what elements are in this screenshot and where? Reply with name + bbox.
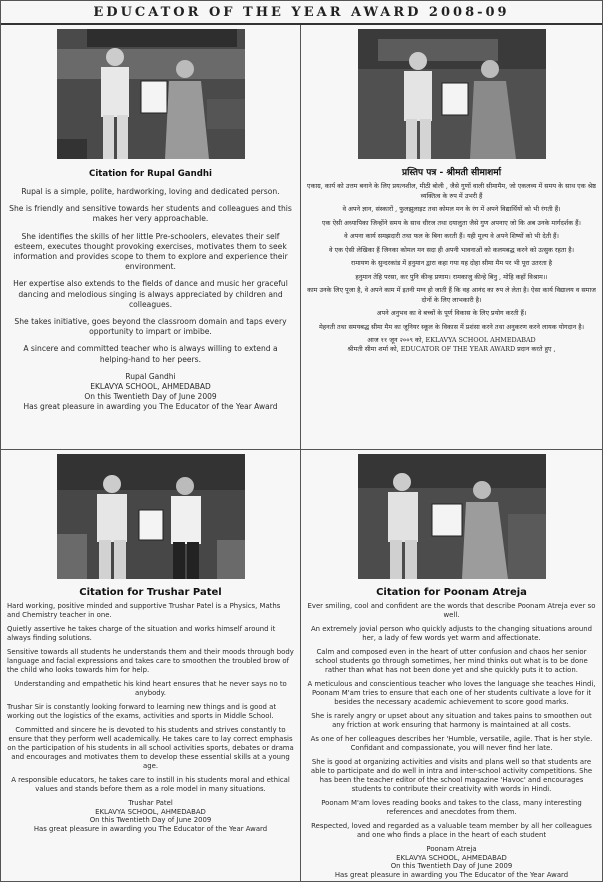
citation-title: प्रस्तिप पत्र - श्रीमती सीमाशर्मा — [401, 168, 502, 178]
citation-paragraph: Calm and composed even in the heart of utter confusion and chaos her senior school students go through sometimes, her mind thinks out what is to be done rather than what has not been done yet and she quickly puts it to action. — [315, 648, 588, 674]
award-photo-trushar — [57, 454, 245, 579]
signature-line: Has great pleasure in awarding you The Educator of the Year Award — [334, 870, 569, 879]
citation-paragraph: काम उनके लिए पूजा है, वे अपने काम में इतनी मग्न हो जाती हैं कि वह आनंद का रुप ले लेता है। ऐसा कार्य विद्यालय व समाज दोनों के लिए लाभकारी है। — [307, 286, 596, 304]
signature-line: On this Twentieth Day of June 2009 — [89, 816, 212, 825]
banner-title: EDUCATOR OF THE YEAR AWARD 2008-09 — [1, 1, 602, 25]
citation-paragraph: Trushar Sir is constantly looking forward to learning new things and is good at working out the logistics of the exams, activities and sports in Middle School. — [7, 703, 277, 720]
citation-paragraph: A responsible educators, he takes care to instill in his students moral and ethical values and stands before them as a role model in many situations. — [11, 776, 290, 793]
signature-line: On this Twentieth Day of June 2009 — [390, 862, 513, 871]
citation-title: Citation for Poonam Atreja — [376, 587, 527, 598]
citation-paragraph: An extremely jovial person who quickly adjusts to the changing situations around her, a lady of few words yet warm and affectionate. — [310, 625, 593, 642]
citation-paragraph: Respected, loved and regarded as a valuable team member by all her colleagues and one who finds a place in the heart of each student — [311, 822, 592, 839]
citation-poonam-atreja — [301, 450, 602, 881]
citation-paragraph: Sensitive towards all students he understands them and their moods through body language and facial expressions and takes care to smoothen the troubled brow of the child who looks towards him for help. — [7, 648, 294, 674]
citation-paragraph: As one of her colleagues describes her 'Humble, versatile, agile. That is her style. Confidant and compassionate, you will never find her late. — [310, 735, 593, 752]
signature-line: Has great pleasure in awarding you The Educator of the Year Award — [23, 401, 278, 411]
signature-line: Rupal Gandhi — [125, 371, 176, 381]
citation-paragraph: वे अपना कार्य समझदारी तथा फल के बिना करती हैं। यही मूल्य वे अपने शिष्यों को भी देती हैं। — [344, 232, 559, 240]
citation-signature — [307, 845, 596, 879]
citation-seema-sharma — [301, 25, 602, 450]
signature-line: Has great pleasure in awarding you The Educator of the Year Award — [33, 824, 268, 833]
citation-paragraph: अपने अनुभव का वे बच्चों के पूर्ण विकास के लिए प्रयोग करती हैं। — [376, 309, 527, 317]
award-photo-poonam — [358, 454, 546, 579]
citation-paragraph: Ever smiling, cool and confident are the words that describe Poonam Atreja ever so well. — [307, 602, 596, 619]
citation-signature — [307, 336, 596, 354]
signature-line: EKLAVYA SCHOOL, AHMEDABAD — [95, 807, 206, 816]
citation-paragraph: रामायण के सुन्दरकांड में हनुमान द्वारा कहा गया यह दोहा सीमा मैम पर भी पूरा उतरता है — [350, 259, 553, 267]
citation-paragraph: Committed and sincere he is devoted to his students and strives constantly to ensure that they perform well academically. He takes care to lay correct emphasis on the participation of his students in all school activities sports, debates or drama and encourages and motivates them to develop these essential skills at a young age. — [7, 726, 294, 770]
signature-line: श्रीमती सीमा शर्मा को, EDUCATOR OF THE YEAR AWARD प्रदान करते हुए , — [347, 345, 556, 353]
citation-paragraph: A meticulous and conscientious teacher who loves the language she teaches Hindi, Poonam M'am tries to ensure that each one of her students cultivate a love for it besides the necessary academic achievement to score good marks. — [307, 680, 596, 706]
citation-paragraph: एकाग्र, कार्य को उत्तम बनाने के लिए प्रयत्नशील, मीठी बोली , जैसे गुणों वाली सीमामैम, जो एकलव्य में समय के साथ एक श्रेष्ठ व्यक्तित्व के रुप में उभरी हैं — [307, 182, 596, 200]
citation-title: Citation for Rupal Gandhi — [89, 169, 212, 179]
signature-line: On this Twentieth Day of June 2009 — [84, 391, 217, 401]
citation-paragraph: वे अपने ज्ञान, संस्कारों , फुलझुलाइट तथा कोमल मन के रंग में अपने विद्यार्थियों को भी रंगती हैं। — [342, 205, 561, 213]
signature-line: EKLAVYA SCHOOL, AHMEDABAD — [90, 381, 211, 391]
citation-signature — [7, 372, 294, 412]
citation-paragraph: She identifies the skills of her little Pre-schoolers, elevates their self esteem, executes thought provoking exercises, motivates them to seek information and provides scope to them to explore and experience their environment. — [13, 231, 288, 272]
citation-paragraph: She is rarely angry or upset about any situation and takes pains to smoothen out any friction at work ensuring that harmony is maintained at all costs. — [311, 712, 592, 729]
citation-paragraph: She is friendly and sensitive towards her students and colleagues and this makes her very approachable. — [9, 204, 292, 224]
citation-trushar-patel — [1, 450, 301, 881]
citation-signature — [7, 799, 294, 833]
signature-line: EKLAVYA SCHOOL, AHMEDABAD — [396, 853, 507, 862]
citation-paragraph: मेहनती तथा समयबद्ध सीमा मैम का जूनियर स्कूल के विकास में प्रशंसा करने तथा अनुकरण करने लायक योगदान है। — [318, 322, 585, 331]
citation-paragraph: She is good at organizing activities and visits and plans well so that students are able to participate and do well in intra and inter-school activity competitions. She has been the teacher editor of the school magazine 'Havoc' and encourages students to contribute their creativity with words in Hindi. — [310, 758, 593, 793]
signature-line: Trushar Patel — [128, 799, 173, 807]
citation-paragraph: Rupal is a simple, polite, hardworking, loving and dedicated person. — [21, 187, 280, 196]
citation-paragraph: A sincere and committed teacher who is always willing to extend a helping-hand to her peers. — [23, 344, 278, 364]
award-photo-rupal — [57, 29, 245, 159]
citation-paragraph: Her expertise also extends to the fields of dance and music her graceful dancing and melodious singing is always appreciated by children and colleagues. — [13, 279, 288, 309]
citation-paragraph: Hard working, positive minded and supportive Trushar Patel is a Physics, Maths and Chemistry teacher in one. — [7, 602, 281, 619]
citation-paragraph: हनुमान तेहि परसा, कर पुनि कीन्ह प्रणाम। रामकाजु कीन्हे बिनु , मोहि कहाँ विश्राम।। — [355, 272, 548, 281]
citation-grid — [1, 25, 602, 881]
citation-title: Citation for Trushar Patel — [79, 587, 222, 598]
signature-line: आज ११ जून २००९ को, EKLAVYA SCHOOL AHMEDABAD — [367, 336, 536, 344]
citation-paragraph: Poonam M'am loves reading books and takes to the class, many interesting references and anecdotes from them. — [321, 799, 582, 816]
citation-paragraph: एक ऐसी अध्यापिका जिन्होंने समय के साथ धीरज तथा दयालुता जैसे गुण अपनाए जो कि अब उनके मार्गदर्शक हैं। — [322, 218, 581, 227]
citation-paragraph: वे एक ऐसी लेखिका हैं जिनका कोमल मन सदा ही अपनी भावनाओं को कलमबद्ध करने को उत्सुक रहता है। — [328, 245, 575, 254]
citation-rupal-gandhi — [1, 25, 301, 450]
citation-paragraph: She takes initiative, goes beyond the classroom domain and taps every opportunity to impart or imbibe. — [14, 317, 287, 337]
citation-paragraph: Understanding and empathetic his kind heart ensures that he never says no to anybody. — [14, 680, 287, 697]
citation-paragraph: Quietly assertive he takes charge of the situation and works himself around it always finding solutions. — [7, 625, 276, 642]
signature-line: Poonam Atreja — [426, 845, 477, 853]
award-photo-seema — [358, 29, 546, 159]
